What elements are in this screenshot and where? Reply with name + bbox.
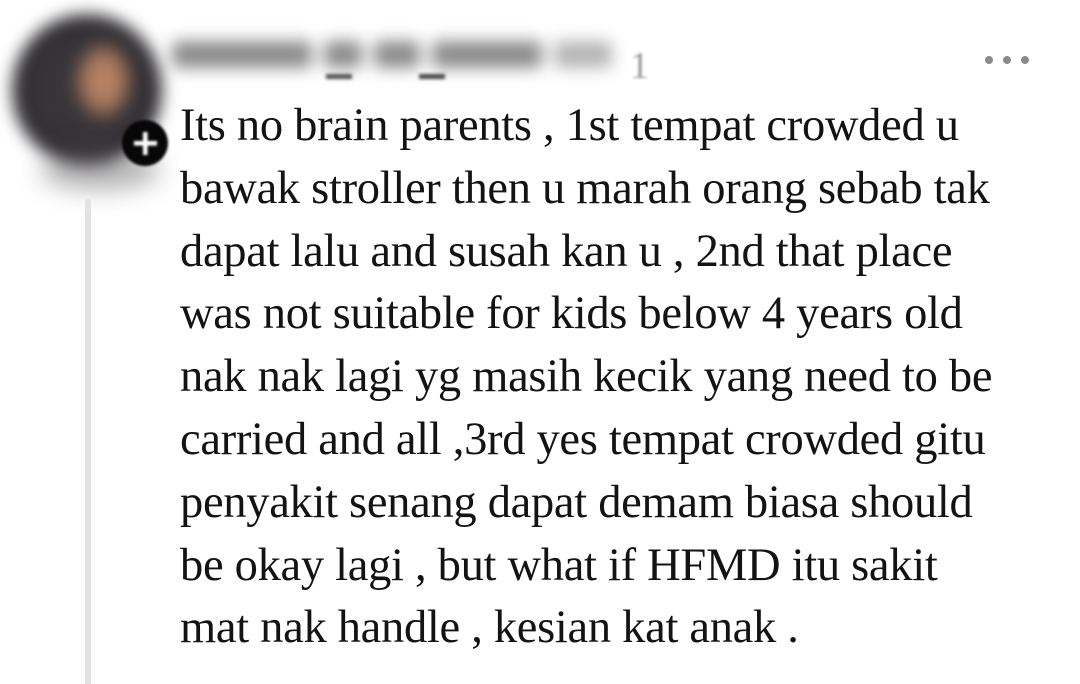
plus-icon [122, 120, 168, 166]
comment-text-line: was not suitable for kids below 4 years old [180, 288, 963, 340]
thread-line [85, 199, 91, 684]
username-underscore-mark [419, 74, 445, 79]
comment-text-line: penyakit senang dapat demam biasa should [180, 476, 973, 528]
dot [1003, 56, 1011, 64]
comment-text-line: carried and all ,3rd yes tempat crowded gitu [180, 413, 986, 465]
username-underscore-mark [326, 74, 352, 79]
follow-badge-button[interactable] [122, 120, 168, 166]
username-blur-segment [374, 41, 420, 68]
faint-character: 1 [630, 45, 649, 87]
comment-text-line: be okay lagi , but what if HFMD itu sakit [180, 539, 938, 591]
username-blur-segment [172, 41, 312, 68]
comment-text-line: nak nak lagi yg masih kecik yang need to be [180, 351, 993, 403]
username-blur-segment [554, 41, 612, 68]
dot [985, 56, 993, 64]
comment-text-line: mat nak handle , kesian kat anak . [180, 602, 799, 654]
dot [1021, 56, 1029, 64]
username-blurred[interactable] [172, 38, 612, 70]
comment-text [180, 95, 992, 660]
comment-text-line: dapat lalu and susah kan u , 2nd that place [180, 225, 953, 277]
more-options-icon[interactable] [981, 52, 1033, 68]
username-blur-segment [432, 41, 542, 68]
comment-text-line: Its no brain parents , 1st tempat crowded u [180, 100, 959, 151]
comment-text-line: bawak stroller then u marah orang sebab tak [180, 162, 990, 214]
username-blur-segment [324, 41, 362, 68]
